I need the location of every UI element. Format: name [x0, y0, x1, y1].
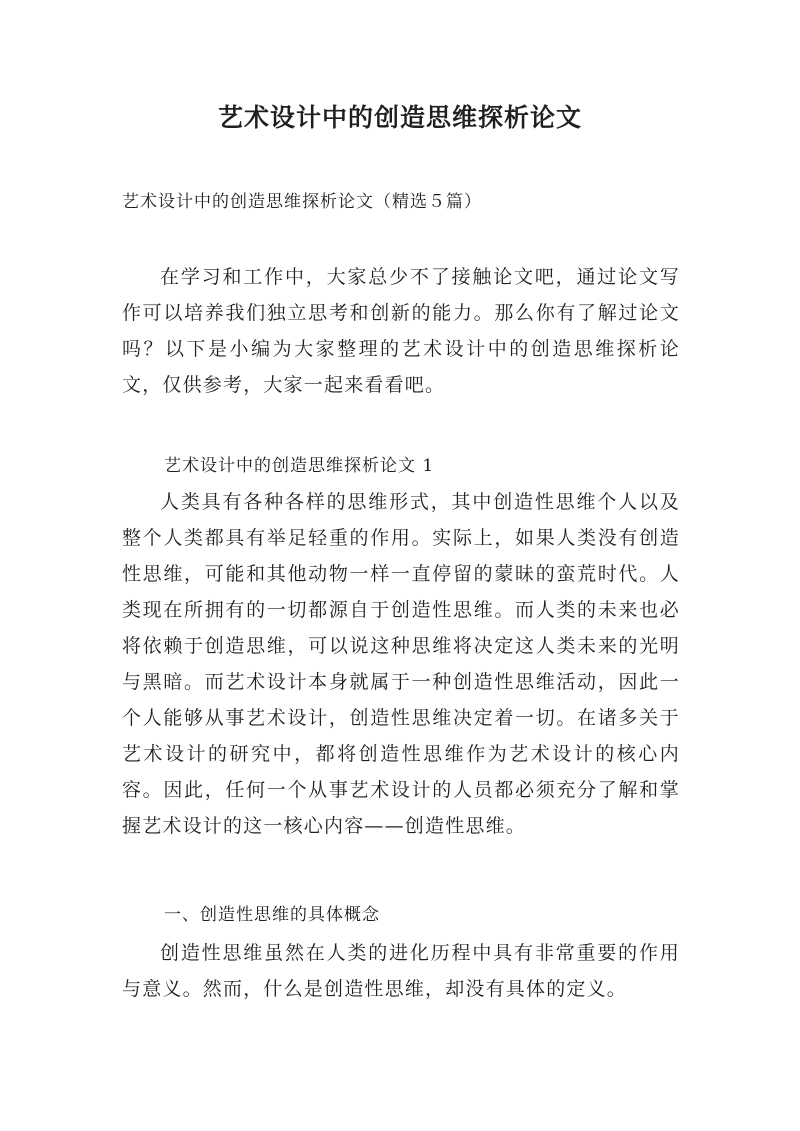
document-title: 艺术设计中的创造思维探析论文 — [217, 103, 582, 132]
section-heading: 艺术设计中的创造思维探析论文 1 — [164, 456, 435, 476]
subheading-concept: 一、创造性思维的具体概念 — [164, 905, 380, 925]
document-subtitle: 艺术设计中的创造思维探析论文（精选５篇） — [122, 192, 482, 212]
body-paragraph-2: 创造性思维虽然在人类的进化历程中具有非常重要的作用与意义。然而，什么是创造性思维，却没有具体的定义。 — [122, 942, 680, 1000]
intro-paragraph: 在学习和工作中，大家总少不了接触论文吧，通过论文写作可以培养我们独立思考和创新的能力。那么你有了解过论文吗？以下是小编为大家整理的艺术设计中的创造思维探析论文，仅供参考，大家一起来看看吧。 — [122, 266, 680, 396]
body-paragraph-1: 人类具有各种各样的思维形式，其中创造性思维个人以及整个人类都具有举足轻重的作用。实际上，如果人类没有创造性思维，可能和其他动物一样一直停留的蒙昧的蛮荒时代。人类现在所拥有的一切都源自于创造性思维。而人类的未来也必将依赖于创造思维，可以说这种思维将决定这人类未来的光明与黑暗。而艺术设计本身就属于一种创造性思维活动，因此一个人能够从事艺术设计，创造性思维决定着一切。在诸多关于艺术设计的研究中，都将创造性思维作为艺术设计的核心内容。因此，任何一个从事艺术设计的人员都必须充分了解和掌握艺术设计的这一核心内容——创造性思维。 — [122, 491, 680, 837]
